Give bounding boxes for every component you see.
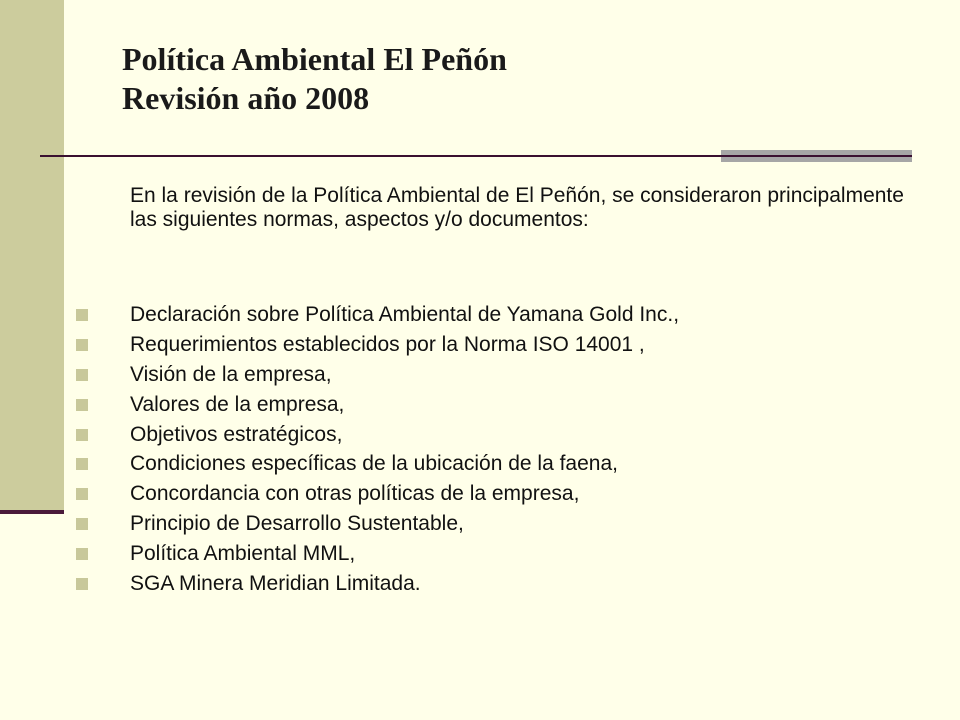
list-item — [76, 392, 679, 422]
square-bullet-icon — [76, 518, 88, 530]
list-item — [76, 302, 679, 332]
list-item — [76, 481, 679, 511]
list-item-text: Política Ambiental MML, — [130, 542, 356, 566]
square-bullet-icon — [76, 578, 88, 590]
list-item-text: Visión de la empresa, — [130, 362, 332, 386]
list-item-text: Principio de Desarrollo Sustentable, — [130, 512, 464, 536]
bullet-list — [76, 302, 679, 601]
title-divider-accent-line — [721, 155, 912, 157]
list-item — [76, 422, 679, 452]
title-line-2: Revisión año 2008 — [122, 80, 370, 116]
list-item-text: Declaración sobre Política Ambiental de Yamana Gold Inc., — [130, 303, 680, 326]
list-item-text: SGA Minera Meridian Limitada. — [130, 572, 421, 596]
square-bullet-icon — [76, 488, 88, 500]
square-bullet-icon — [76, 399, 88, 411]
list-item — [76, 362, 679, 392]
left-decorative-band — [0, 0, 64, 510]
list-item — [76, 511, 679, 541]
slide-title — [122, 40, 507, 118]
square-bullet-icon — [76, 548, 88, 560]
square-bullet-icon — [76, 309, 88, 321]
list-item — [76, 571, 679, 601]
square-bullet-icon — [76, 458, 88, 470]
title-line-1: Política Ambiental El Peñón — [122, 41, 507, 77]
list-item — [76, 332, 679, 362]
square-bullet-icon — [76, 429, 88, 441]
list-item — [76, 451, 679, 481]
list-item-text: Condiciones específicas de la ubicación de la faena, — [130, 452, 618, 476]
square-bullet-icon — [76, 339, 88, 351]
left-band-underline — [0, 510, 64, 514]
list-item-text: Requerimientos establecidos por la Norma ISO 14001 , — [130, 332, 645, 356]
list-item — [76, 541, 679, 571]
square-bullet-icon — [76, 369, 88, 381]
list-item-text: Valores de la empresa, — [130, 392, 345, 416]
list-item-text: Objetivos estratégicos, — [130, 422, 343, 446]
list-item-text: Concordancia con otras políticas de la empresa, — [130, 482, 580, 506]
intro-paragraph: En la revisión de la Política Ambiental de El Peñón, se consideraron principalmente las siguientes normas, aspectos y/o documentos: — [130, 184, 904, 231]
